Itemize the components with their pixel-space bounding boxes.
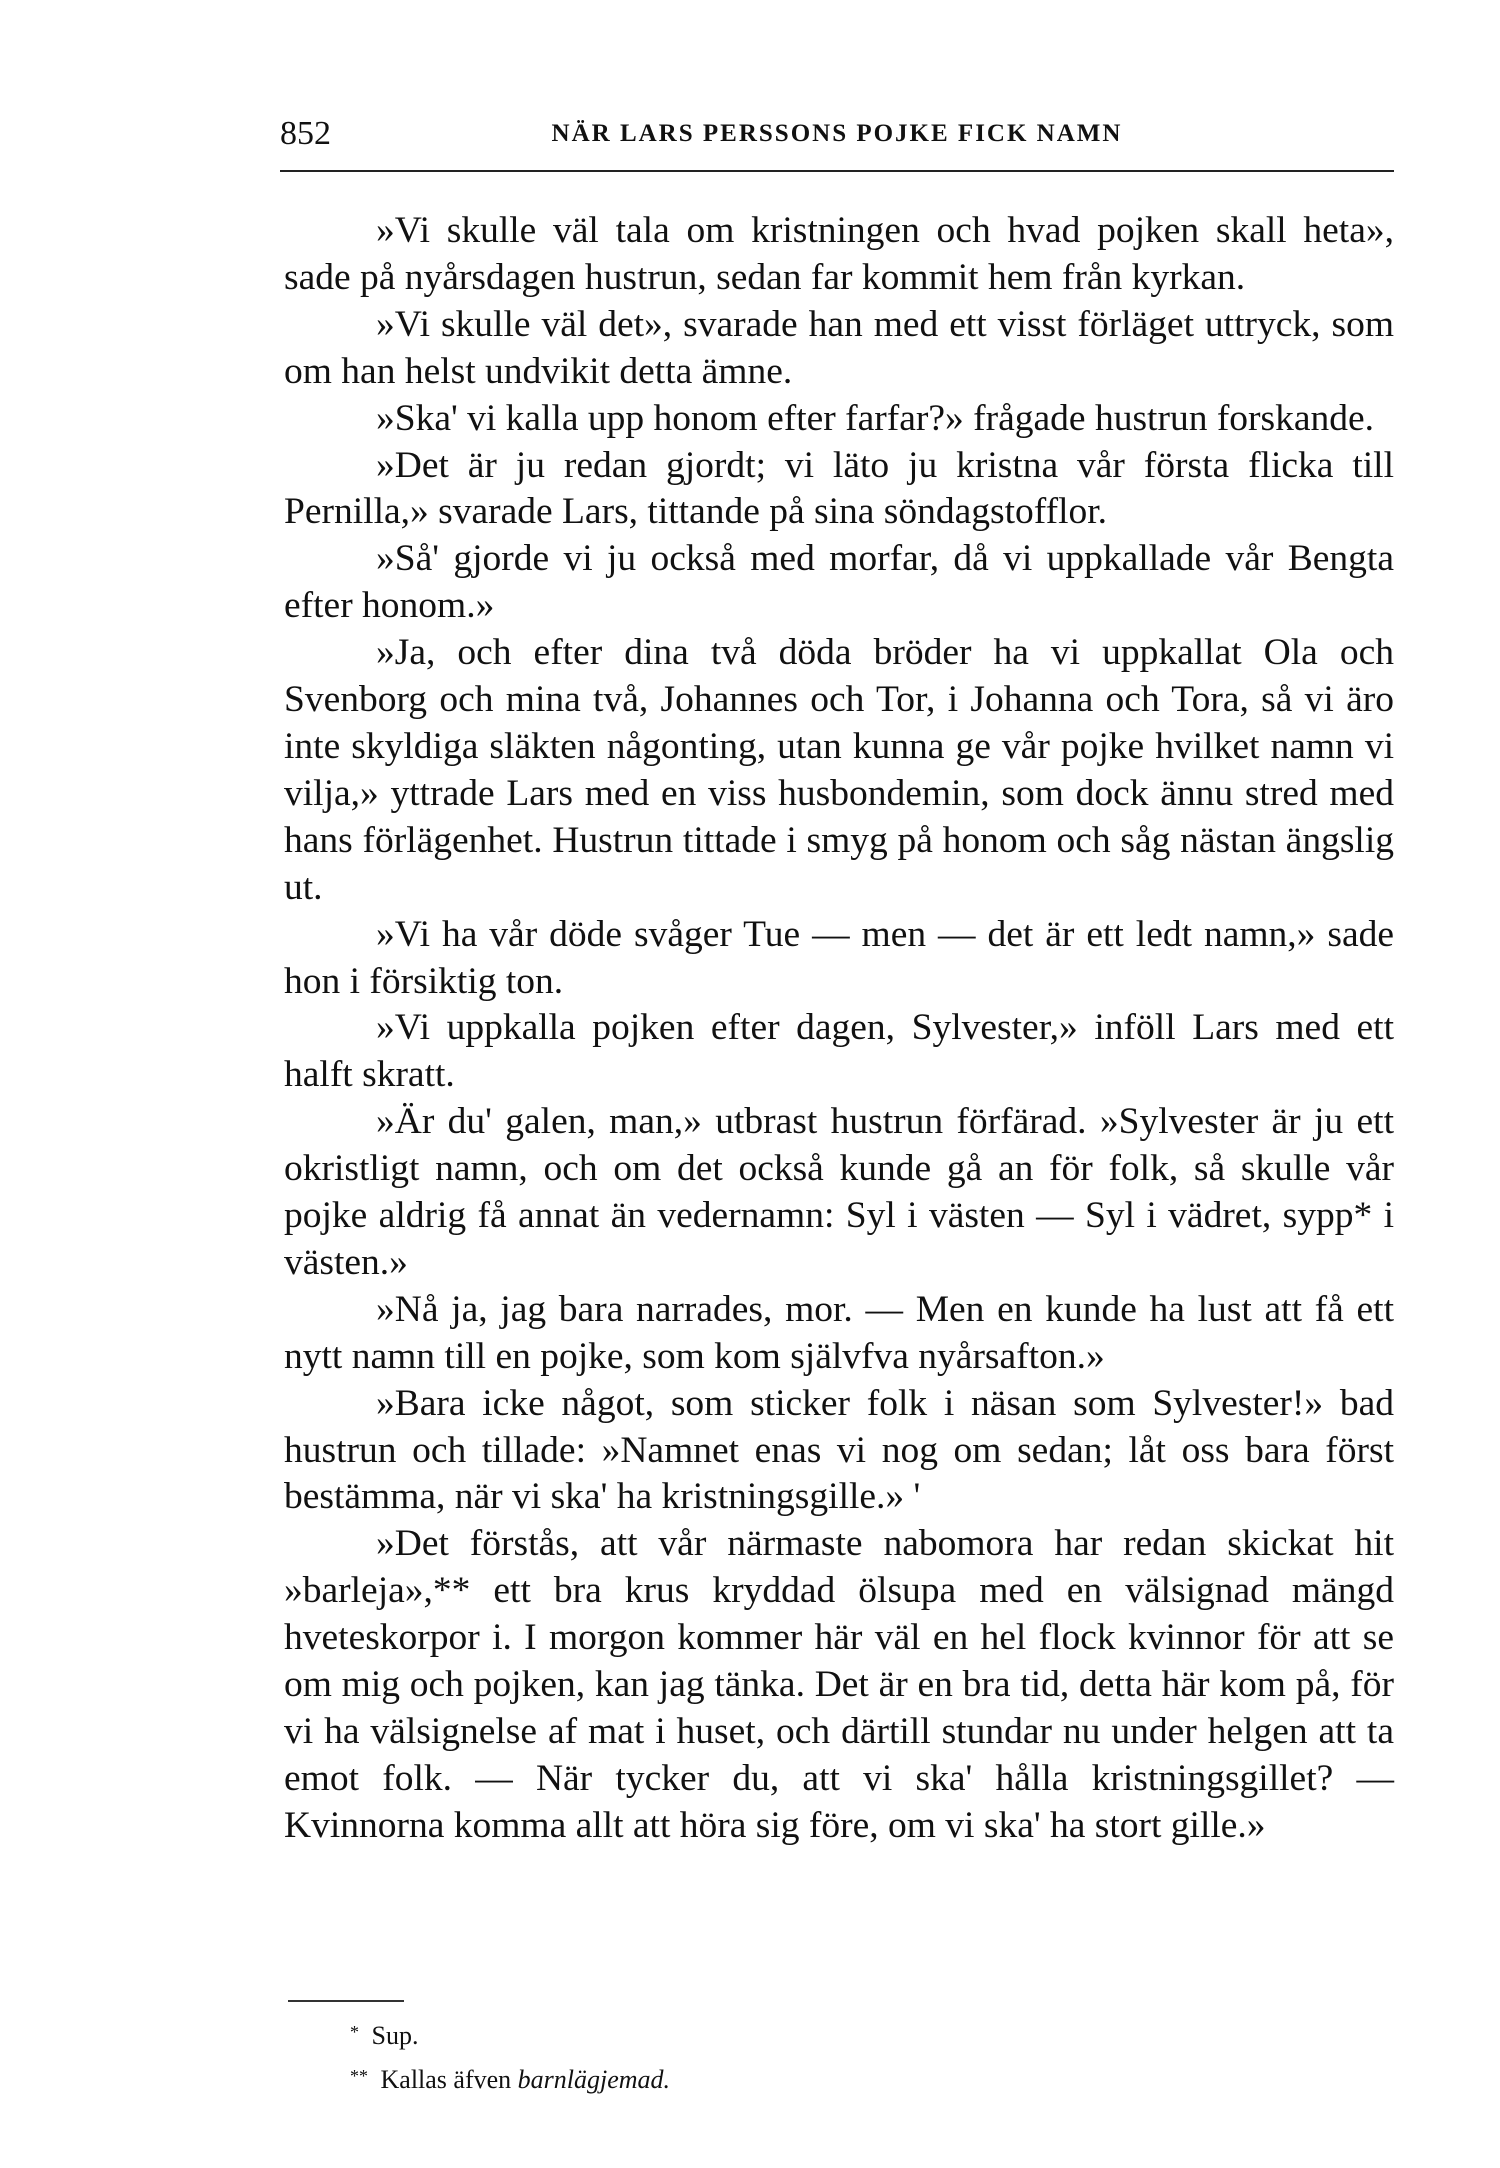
paragraph: »Bara icke något, som sticker folk i näsan som Sylvester!» bad hustrun och tillade: »Namnet enas vi nog om sedan; låt oss bara först bestämma, när vi ska' ha kristningsgille.» ' [284,1382,1394,1518]
paragraph: »Så' gjorde vi ju också med morfar, då vi uppkallade vår Bengta efter honom.» [284,538,1394,627]
footnote [350,2056,1150,2100]
paragraph: »Nå ja, jag bara narrades, mor. — Men en kunde ha lust att få ett nytt namn till en pojke, som kom självfva nyårsafton.» [284,1288,1394,1377]
footnote-mark: * [350,2022,359,2042]
paragraph: »Vi skulle väl tala om kristningen och hvad pojken skall heta», sade på nyårsdagen hustrun, sedan far kommit hem från kyrkan. [284,210,1394,298]
paragraph: »Det förstås, att vår närmaste nabomora har redan skickat hit »barleja»,** ett bra krus kryddad ölsupa med en välsignad mängd hveteskorpor i. I morgon kommer här väl en hel flock kvinnor för att se om mig och pojken, kan jag tänka. Det är en bra tid, detta här kom på, för vi ha välsignelse af mat i huset, och därtill stundar nu under helgen att ta emot folk. — När tycker du, att vi ska' hålla kristningsgillet? — Kvinnorna komma allt att höra sig före, om vi ska' ha stort gille.» [284,1523,1394,1846]
header-rule [280,170,1394,172]
body-text [284,208,1394,1850]
paragraph: »Vi skulle väl det», svarade han med ett visst förläget uttryck, som om han helst undvikit detta ämne. [284,303,1394,392]
paragraph: »Är du' galen, man,» utbrast hustrun förfärad. »Sylvester är ju ett okristligt namn, och om det också kunde gå an för folk, så skulle vår pojke aldrig få annat än vedernamn: Syl i västen — Syl i vädret, sypp* i västen.» [284,1101,1394,1283]
footnote-text: Kallas äfven [380,2065,512,2094]
paragraph: »Det är ju redan gjordt; vi läto ju kristna vår första flicka till Pernilla,» svarade Lars, tittande på sina söndagstofflor. [284,444,1394,533]
page-header [280,110,1394,158]
paragraph: »Ja, och efter dina två döda bröder ha vi uppkallat Ola och Svenborg och mina två, Johannes och Tor, i Johanna och Tora, så vi äro inte skyldiga släkten någonting, utan kunna ge vår pojke hvilket namn vi vilja,» yttrade Lars med en viss husbondemin, som dock ännu stred med hans förlägenhet. Hustrun tittade i smyg på honom och såg nästan ängslig ut. [284,632,1394,908]
footnote [350,2012,1150,2056]
paragraph: »Vi uppkalla pojken efter dagen, Sylvester,» inföll Lars med ett halft skratt. [284,1007,1394,1096]
footnotes [350,2012,1150,2100]
footnote-mark: ** [350,2066,368,2086]
paragraph: »Vi ha vår döde svåger Tue — men — det är ett ledt namn,» sade hon i försiktig ton. [284,913,1394,1002]
footnote-italic-text: barnlägjemad. [517,2065,671,2094]
footnote-rule [288,2000,404,2002]
paragraph: »Ska' vi kalla upp honom efter farfar?» frågade hustrun forskande. [376,397,1375,439]
footnote-text: Sup. [371,2021,419,2050]
page-number: 852 [280,115,331,152]
running-title: NÄR LARS PERSSONS POJKE FICK NAMN [551,120,1123,147]
